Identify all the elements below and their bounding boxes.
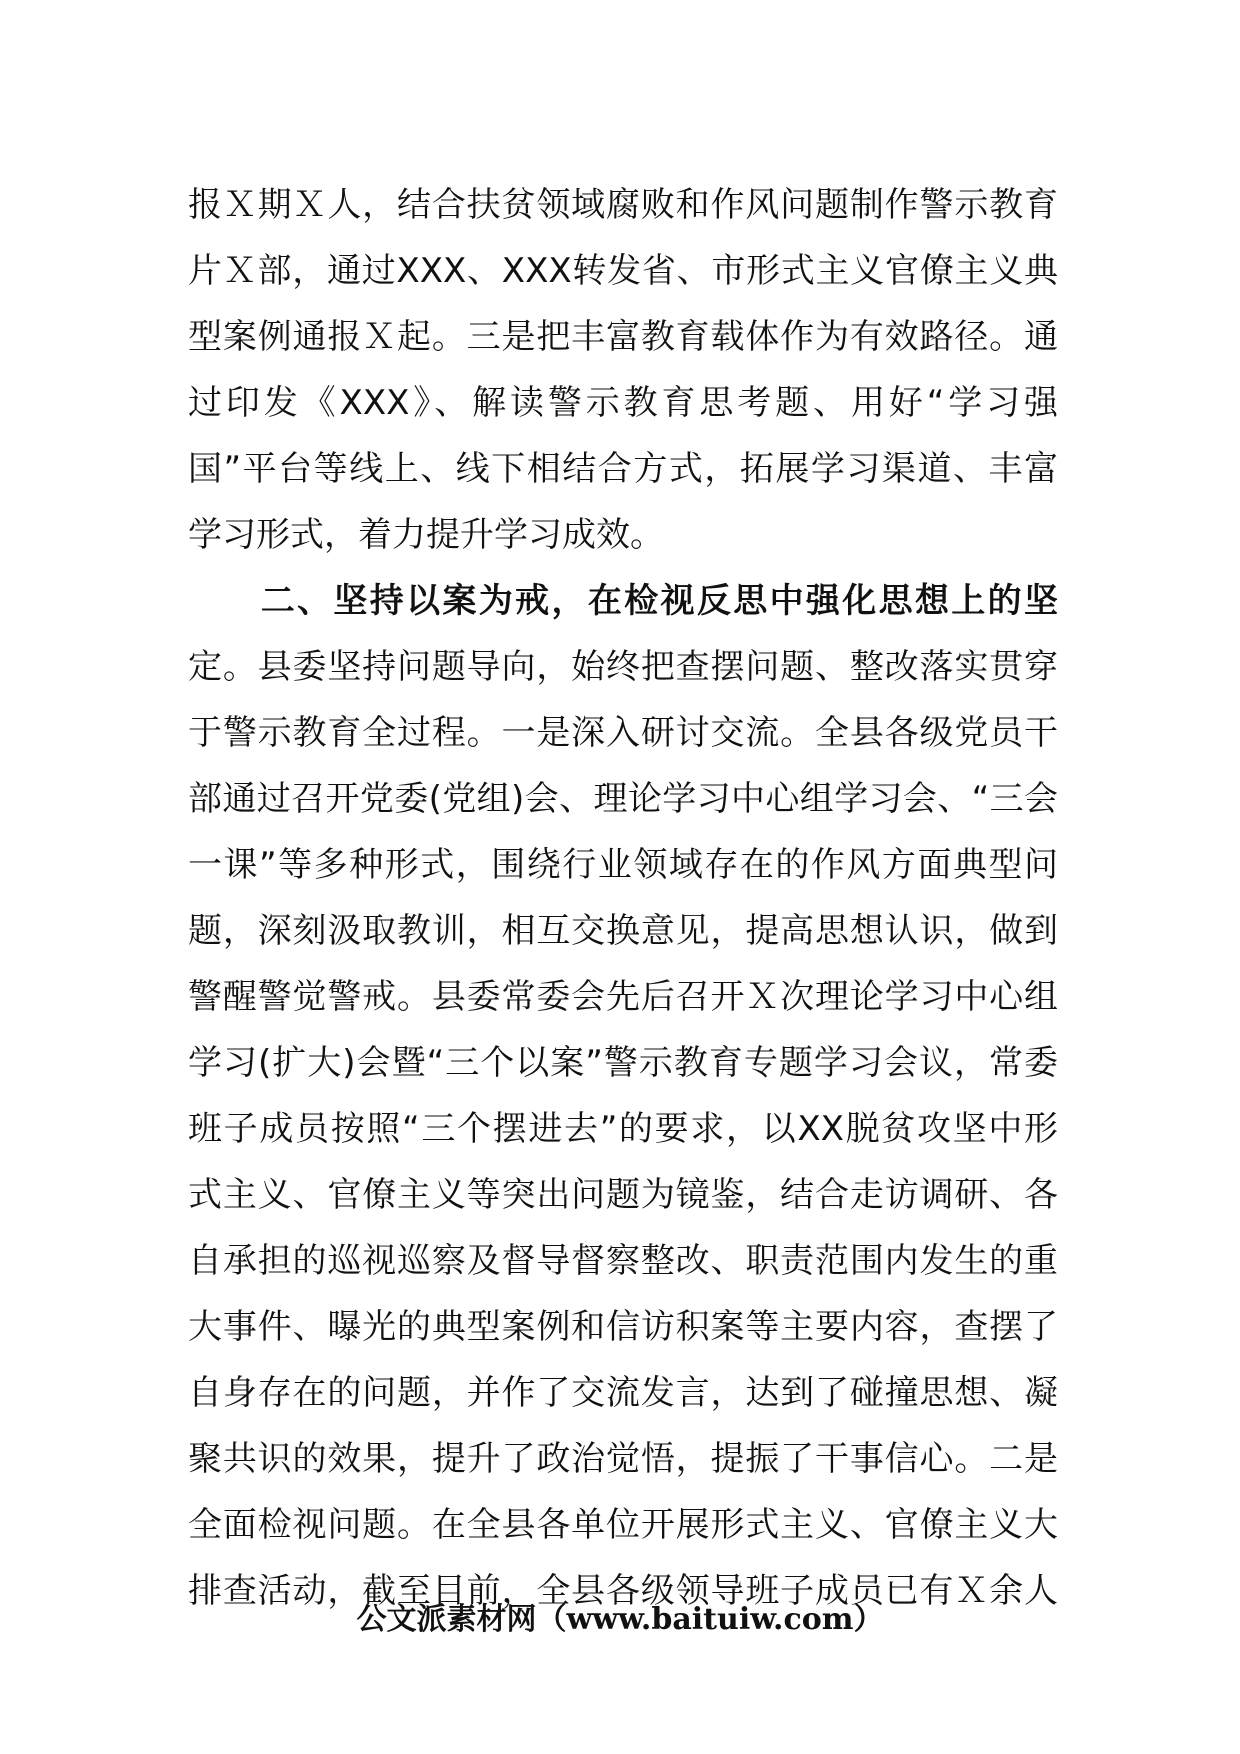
text-line: 学习(扩大)会暨“三个以案”警示教育专题学习会议，常委	[188, 1043, 1058, 1083]
text-line: 一课”等多种形式，围绕行业领域存在的作风方面典型问	[188, 845, 1058, 885]
text-line: 式主义、官僚主义等突出问题为镜鉴，结合走访调研、各	[188, 1175, 1058, 1215]
text-line: 部通过召开党委(党组)会、理论学习中心组学习会、“三会	[188, 779, 1058, 819]
text-line: 警醒警觉警戒。县委常委会先后召开Ｘ次理论学习中心组	[188, 977, 1058, 1017]
text-line: 班子成员按照“三个摆进去”的要求，以XX脱贫攻坚中形	[188, 1109, 1058, 1149]
text-line: 聚共识的效果，提升了政治觉悟，提振了干事信心。二是	[188, 1439, 1058, 1479]
text-line: 片Ｘ部，通过XXX、XXX转发省、市形式主义官僚主义典	[188, 251, 1058, 291]
document-body	[188, 172, 1058, 1624]
text-line: 大事件、曝光的典型案例和信访积案等主要内容，查摆了	[188, 1307, 1058, 1347]
text-line: 排查活动，截至目前，全县各级领导班子成员已有Ｘ余人	[188, 1571, 1058, 1611]
text-line: 学习形式，着力提升学习成效。	[188, 515, 664, 555]
text-line: 型案例通报Ｘ起。三是把丰富教育载体作为有效路径。通	[188, 317, 1058, 357]
text-line: 过印发《XXX》、解读警示教育思考题、用好“学习强	[188, 383, 1058, 423]
text-line: 国”平台等线上、线下相结合方式，拓展学习渠道、丰富	[188, 449, 1058, 489]
section-heading-line: 二、坚持以案为戒，在检视反思中强化思想上的坚	[188, 581, 1058, 621]
text-line: 于警示教育全过程。一是深入研讨交流。全县各级党员干	[188, 713, 1058, 753]
text-line: 报Ｘ期Ｘ人，结合扶贫领域腐败和作风问题制作警示教育	[188, 185, 1058, 225]
text-line: 题，深刻汲取教训，相互交换意见，提高思想认识，做到	[188, 911, 1058, 951]
text-line: 定。县委坚持问题导向，始终把查摆问题、整改落实贯穿	[188, 647, 1058, 687]
text-line: 自身存在的问题，并作了交流发言，达到了碰撞思想、凝	[188, 1373, 1058, 1413]
text-line: 全面检视问题。在全县各单位开展形式主义、官僚主义大	[188, 1505, 1058, 1545]
text-line: 自承担的巡视巡察及督导督察整改、职责范围内发生的重	[188, 1241, 1058, 1281]
footer-watermark: 公文派素材网（www.baituiw.com）	[356, 1602, 884, 1637]
